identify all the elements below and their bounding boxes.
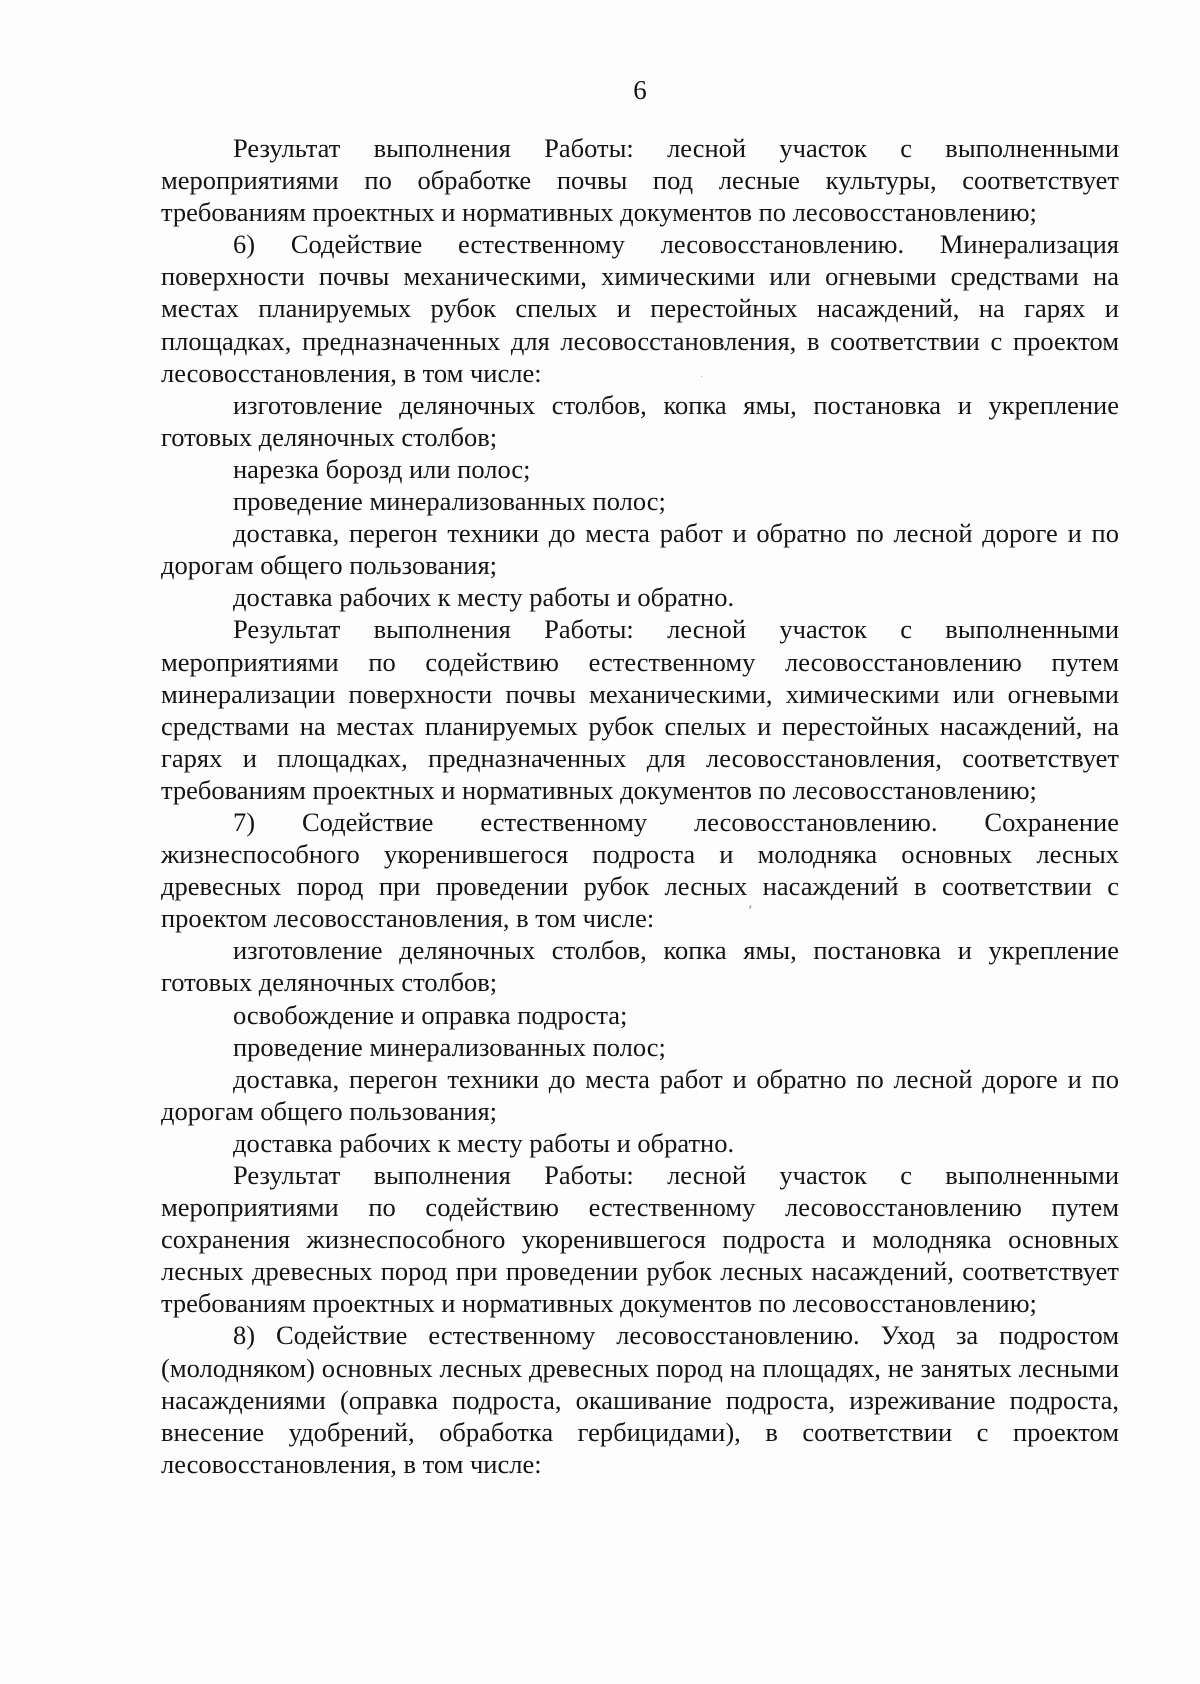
paragraph: 8) Содействие естественному лесовосстановлению. Уход за подростом (молодняком) основных лесных древесных пород на площадях, не занятых лесными насаждениями (оправка подроста, окашивание подроста, изреживание подроста, внесение удобрений, обработка гербицидами), в соответствии с проектом лесовосстановления, в том числе: <box>161 1320 1119 1479</box>
list-item: доставка рабочих к месту работы и обратно. <box>233 582 735 613</box>
list-item: изготовление деляночных столбов, копка ямы, постановка и укрепление готовых деляночных столбов; <box>161 935 1119 998</box>
paragraph: Результат выполнения Работы: лесной участок с выполненными мероприятиями по обработке почвы под лесные культуры, соответствует требованиям проектных и нормативных документов по лесовосстановлению; <box>161 133 1119 228</box>
list-item: доставка, перегон техники до места работ и обратно по лесной дороге и по дорогам общего пользования; <box>161 518 1119 581</box>
paragraph: Результат выполнения Работы: лесной участок с выполненными мероприятиями по содействию естественному лесовосстановлению путем минерализации поверхности почвы механическими, химическими или огневыми средствами на местах планируемых рубок спелых и перестойных насаждений, на гарях и площадках, предназначенных для лесовосстановления, соответствует требованиям проектных и нормативных документов по лесовосстановлению; <box>161 614 1119 805</box>
page-number: 6 <box>633 75 647 105</box>
list-item: проведение минерализованных полос; <box>233 486 666 517</box>
list-item: изготовление деляночных столбов, копка ямы, постановка и укрепление готовых деляночных столбов; <box>161 389 1119 452</box>
scan-speck: ’ <box>748 904 753 920</box>
paragraph: Результат выполнения Работы: лесной участок с выполненными мероприятиями по содействию естественному лесовосстановлению путем сохранения жизнеспособного укоренившегося подроста и молодняка основных лесных древесных пород при проведении рубок лесных насаждений, соответствует требованиям проектных и нормативных документов по лесовосстановлению; <box>161 1160 1119 1319</box>
list-item: проведение минерализованных полос; <box>233 1031 666 1062</box>
document-body <box>161 132 1119 1480</box>
scan-speck: · <box>700 372 704 383</box>
list-item: доставка, перегон техники до места работ и обратно по лесной дороге и по дорогам общего пользования; <box>161 1063 1119 1126</box>
list-item: доставка рабочих к месту работы и обратно. <box>233 1127 735 1158</box>
paragraph: 7) Содействие естественному лесовосстановлению. Сохранение жизнеспособного укоренившегося подроста и молодняка основных лесных древесных пород при проведении рубок лесных насаждений в соответствии с проектом лесовосстановления, в том числе: <box>161 806 1119 934</box>
list-item: освобождение и оправка подроста; <box>233 999 628 1030</box>
paragraph: 6) Содействие естественному лесовосстановлению. Минерализация поверхности почвы механическими, химическими или огневыми средствами на местах планируемых рубок спелых и перестойных насаждений, на гарях и площадках, предназначенных для лесовосстановления, в соответствии с проектом лесовосстановления, в том числе: <box>161 229 1119 388</box>
list-item: нарезка борозд или полос; <box>233 453 531 484</box>
